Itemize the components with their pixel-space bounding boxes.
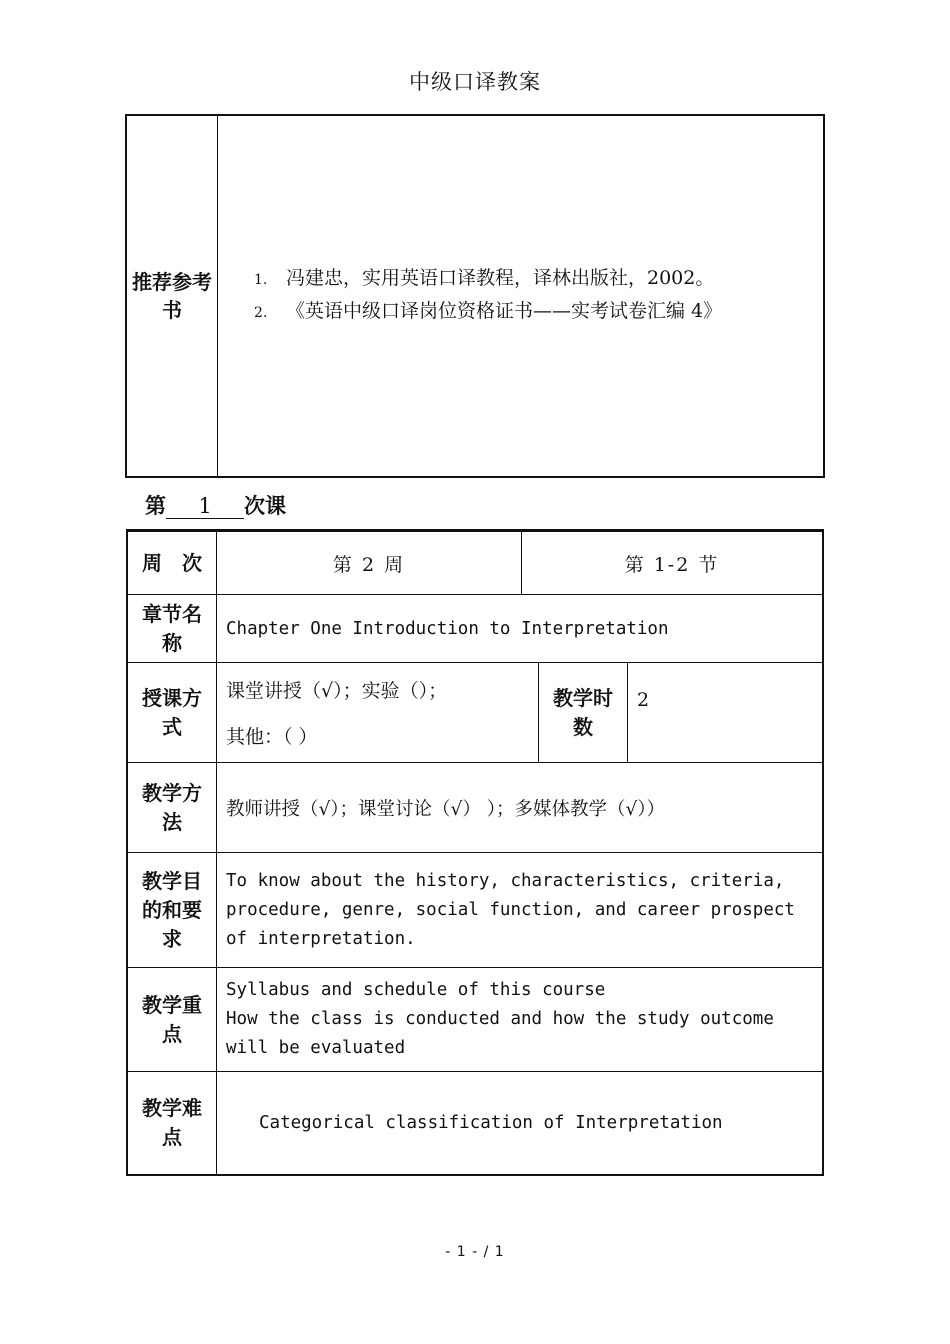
reference-label (127, 116, 218, 476)
week-value: 第 2 周 (217, 532, 522, 594)
lesson-suffix: 次课 (244, 494, 286, 518)
teaching-method-row (128, 763, 822, 853)
reference-number: 2. (254, 305, 268, 321)
key-points-label (128, 968, 217, 1071)
teaching-hours-label-text: 教学时数 (553, 685, 613, 739)
teaching-hours-label (539, 663, 628, 762)
chapter-row (128, 595, 822, 663)
teaching-mode-value (217, 663, 539, 762)
key-points-value (217, 968, 822, 1071)
reference-label-text: 推荐参考书 (132, 270, 212, 322)
teaching-mode-line2: 其他：（ ） (226, 725, 318, 748)
objectives-label-text: 教学目的和要求 (142, 868, 202, 951)
reference-text: 《英语中级口译岗位资格证书——实考试卷汇编 4》 (286, 300, 723, 322)
reference-item (254, 263, 823, 296)
difficulties-value: Categorical classification of Interpretation (259, 1113, 723, 1133)
reference-table (125, 114, 825, 478)
teaching-method-label-text: 教学方法 (142, 780, 202, 834)
teaching-method-value: 教师讲授（√）；课堂讨论（√） ）；多媒体教学（√）） (226, 798, 665, 820)
key-points-line2: How the class is conducted and how the study outcome will be evaluated (226, 1009, 774, 1058)
lesson-number: 1 (166, 494, 244, 519)
lesson-prefix: 第 (145, 494, 166, 518)
teaching-hours-value: 2 (637, 689, 650, 711)
difficulties-label (128, 1072, 217, 1174)
page-title: 中级口译教案 (409, 70, 541, 94)
teaching-mode-line1: 课堂讲授（√）；实验（）； (226, 680, 448, 703)
chapter-value: Chapter One Introduction to Interpretation (226, 618, 669, 639)
reference-item (254, 296, 823, 329)
lesson-plan-table (126, 529, 824, 1176)
difficulties-label-text: 教学难点 (142, 1096, 202, 1149)
reference-number: 1. (254, 272, 268, 288)
week-label: 周 次 (128, 532, 217, 594)
difficulties-row (128, 1072, 822, 1174)
lesson-heading (145, 490, 286, 520)
key-points-label-text: 教学重点 (142, 992, 202, 1046)
page-number: - 1 - / 1 (445, 1244, 505, 1260)
key-points-line1: Syllabus and schedule of this course (226, 980, 606, 1000)
key-points-row (128, 968, 822, 1072)
chapter-label (128, 595, 217, 662)
reference-text: 冯建忠，实用英语口译教程，译林出版社，2002。 (286, 267, 715, 289)
week-row (128, 532, 822, 595)
reference-list (218, 116, 823, 476)
teaching-mode-row (128, 663, 822, 763)
objectives-row (128, 853, 822, 968)
teaching-mode-label-text: 授课方式 (142, 685, 202, 739)
teaching-mode-label (128, 663, 217, 762)
section-value: 第 1-2 节 (624, 553, 720, 576)
chapter-label-text: 章节名称 (142, 601, 202, 655)
teaching-method-label (128, 763, 217, 852)
objectives-value: To know about the history, characteristics, criteria, procedure, genre, social function, and career prospect of interpretation. (226, 870, 795, 949)
objectives-label (128, 853, 217, 967)
